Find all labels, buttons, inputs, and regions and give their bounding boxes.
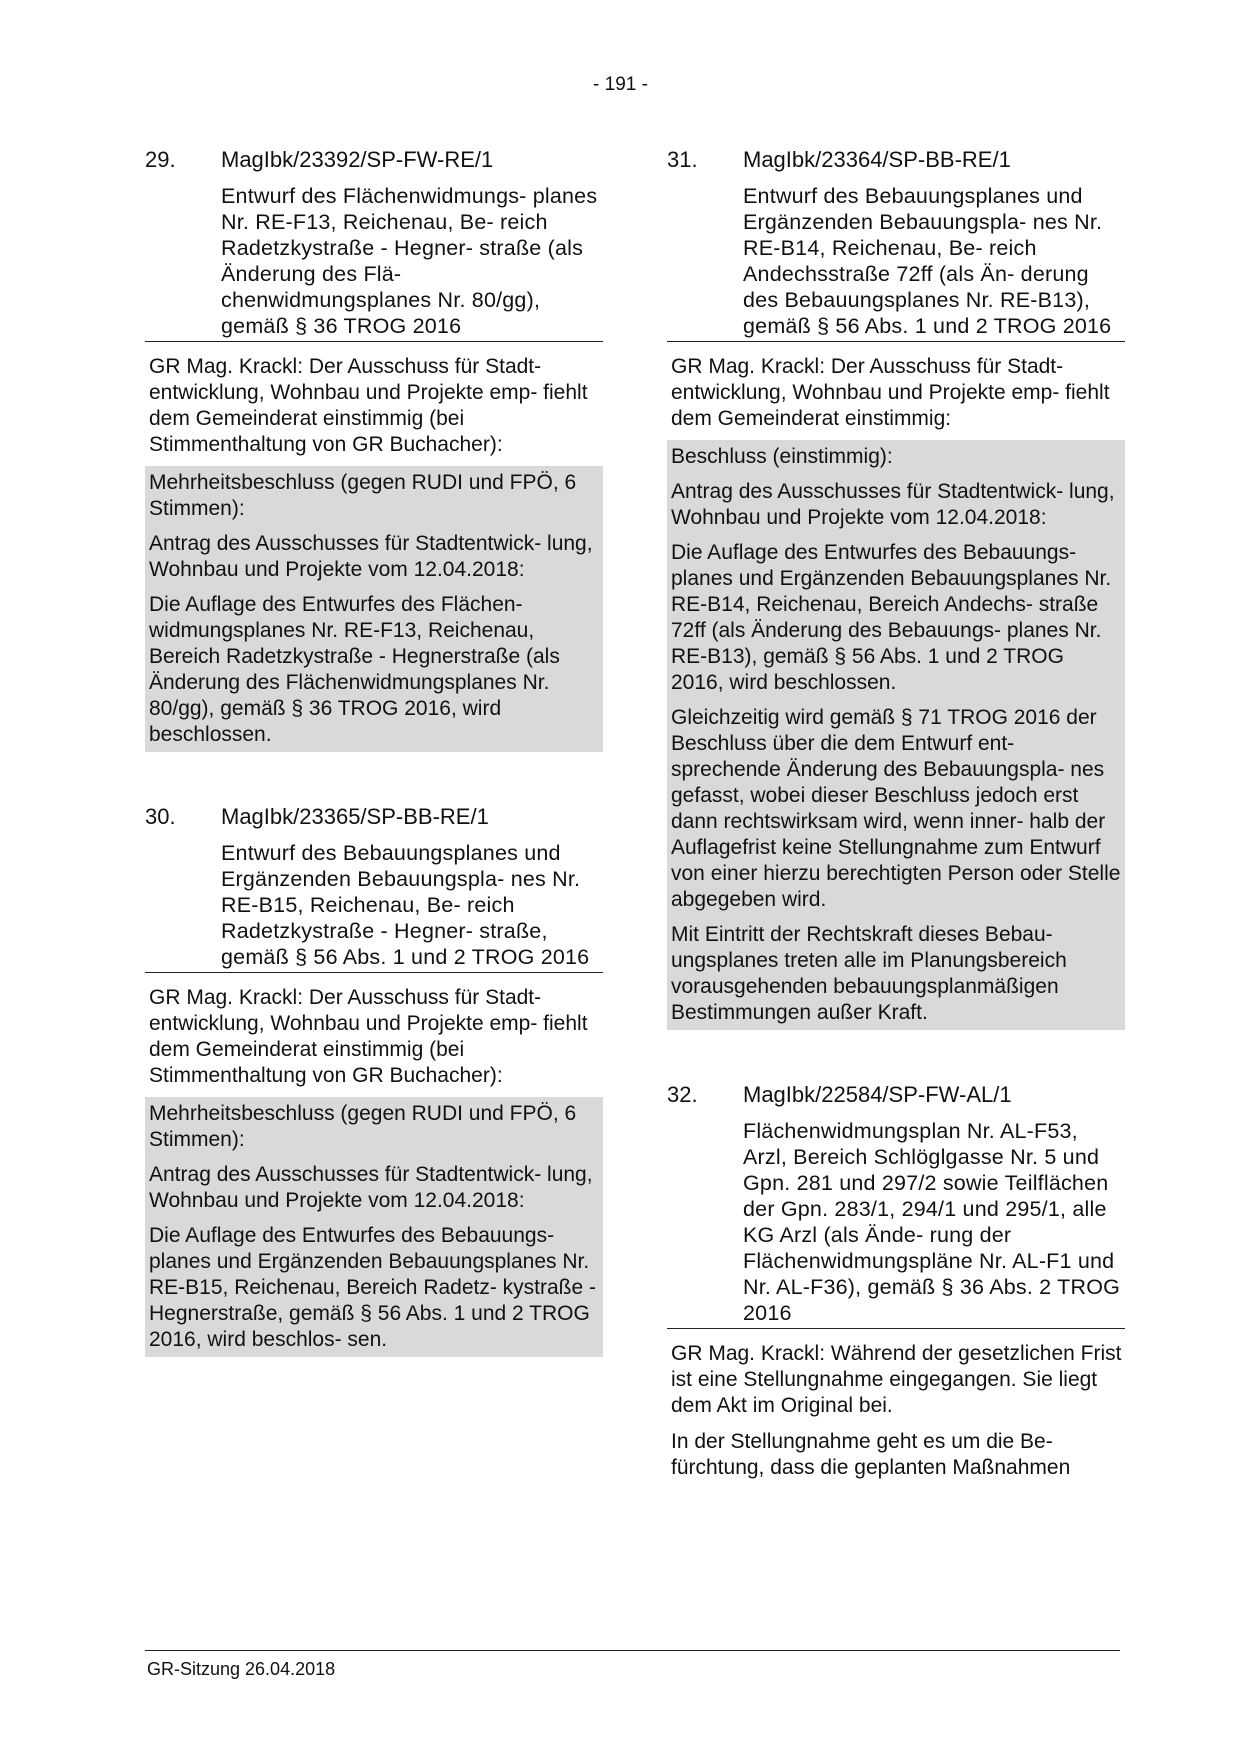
decision-head: Mehrheitsbeschluss (gegen RUDI und FPÖ, 6 Stimmen): <box>149 1102 577 1151</box>
item-number: 31. <box>667 147 698 172</box>
item-code: MagIbk/23364/SP-BB-RE/1 <box>743 147 1011 172</box>
report-block <box>667 1341 1125 1481</box>
item-number: 32. <box>667 1082 698 1107</box>
item-number: 29. <box>145 147 176 172</box>
left-column <box>145 147 603 1357</box>
agenda-item-30 <box>145 804 603 1357</box>
divider <box>667 341 1125 342</box>
decision-text: Die Auflage des Entwurfes des Bebauungs- planes und Ergänzenden Bebauungsplanes Nr. RE-B15, Reichenau, Bereich Radetz- kystraße - Hegnerstraße, gemäß § 56 Abs. 1 und 2 TROG 2016, wird beschlos- sen. <box>149 1224 597 1351</box>
divider <box>145 341 603 342</box>
decision-head: Mehrheitsbeschluss (gegen RUDI und FPÖ, 6 Stimmen): <box>149 471 577 520</box>
decision-text: Die Auflage des Entwurfes des Bebauungs- planes und Ergänzenden Bebauungsplanes Nr. RE-B14, Reichenau, Bereich Andechs- straße 72ff (als Änderung des Bebauungs- planes Nr. RE-B13), gemäß § 56 Abs. 1 und 2 TROG 2016, wird beschlossen. <box>671 541 1112 694</box>
decision-motion: Antrag des Ausschusses für Stadtentwick- lung, Wohnbau und Projekte vom 12.04.2018: <box>149 532 593 581</box>
footer-divider <box>145 1650 1120 1651</box>
decision-head: Beschluss (einstimmig): <box>671 445 893 468</box>
item-code: MagIbk/23392/SP-FW-RE/1 <box>221 147 494 172</box>
item-title: Flächenwidmungsplan Nr. AL-F53, Arzl, Bereich Schlöglgasse Nr. 5 und Gpn. 281 und 297/2 sowie Teilflächen der Gpn. 283/1, 294/1 und 295/1, alle KG Arzl (als Ände- rung der Flächenwidmungspläne Nr. AL-F1 und Nr. AL-F36), gemäß § 36 Abs. 2 TROG 2016 <box>743 1119 1121 1325</box>
decision-text-2: Gleichzeitig wird gemäß § 71 TROG 2016 der Beschluss über die dem Entwurf ent- sprechende Änderung des Bebauungspla- nes gefasst, wobei dieser Beschluss jedoch erst dann rechtswirksam wird, wenn inner- halb der Auflagefrist keine Stellungnahme zum Entwurf von einer hierzu berechtigten Person oder Stelle abgegeben wird. <box>671 706 1121 911</box>
item-heading <box>145 147 603 173</box>
committee-report-2: In der Stellungnahme geht es um die Be- fürchtung, dass die geplanten Maßnahmen <box>671 1430 1071 1479</box>
decision-motion: Antrag des Ausschusses für Stadtentwick- lung, Wohnbau und Projekte vom 12.04.2018: <box>149 1163 593 1212</box>
agenda-item-32 <box>667 1082 1125 1481</box>
item-title: Entwurf des Bebauungsplanes und Ergänzenden Bebauungspla- nes Nr. RE-B15, Reichenau, Be- reich Radetzkystraße - Hegner- straße, gemäß § 56 Abs. 1 und 2 TROG 2016 <box>221 841 590 969</box>
decision-text: Die Auflage des Entwurfes des Flächen- widmungsplanes Nr. RE-F13, Reichenau, Bereich Radetzkystraße - Hegnerstraße (als Änderung des Flächenwidmungsplanes Nr. 80/gg), gemäß § 36 TROG 2016, wird beschlossen. <box>149 593 560 746</box>
decision-motion: Antrag des Ausschusses für Stadtentwick- lung, Wohnbau und Projekte vom 12.04.2018: <box>671 480 1115 529</box>
divider <box>667 1328 1125 1329</box>
right-column <box>667 147 1125 1491</box>
item-heading <box>145 804 603 830</box>
item-title: Entwurf des Flächenwidmungs- planes Nr. RE-F13, Reichenau, Be- reich Radetzkystraße - Hegner- straße (als Änderung des Flä- chenwidmungsplanes Nr. 80/gg), gemäß § 36 TROG 2016 <box>221 184 598 338</box>
item-code: MagIbk/23365/SP-BB-RE/1 <box>221 804 489 829</box>
decision-box <box>145 1097 603 1357</box>
item-heading <box>667 1082 1125 1108</box>
decision-box <box>667 440 1125 1030</box>
decision-text-3: Mit Eintritt der Rechtskraft dieses Bebau- ungsplanes treten alle im Planungsbereich vorausgehenden bebauungsplanmäßigen Bestimmungen außer Kraft. <box>671 923 1067 1024</box>
divider <box>145 972 603 973</box>
item-heading <box>667 147 1125 173</box>
committee-report: GR Mag. Krackl: Der Ausschuss für Stadt- entwicklung, Wohnbau und Projekte emp- fiehlt dem Gemeinderat einstimmig (bei Stimmenthaltung von GR Buchacher): <box>149 986 588 1087</box>
page-number: - 191 - <box>593 74 648 95</box>
committee-report: GR Mag. Krackl: Während der gesetzlichen Frist ist eine Stellungnahme eingegangen. Sie liegt dem Akt im Original bei. <box>671 1342 1122 1417</box>
committee-report: GR Mag. Krackl: Der Ausschuss für Stadt- entwicklung, Wohnbau und Projekte emp- fiehlt dem Gemeinderat einstimmig: <box>671 355 1110 430</box>
item-title: Entwurf des Bebauungsplanes und Ergänzenden Bebauungspla- nes Nr. RE-B14, Reichenau, Be- reich Andechsstraße 72ff (als Än- derung des Bebauungsplanes Nr. RE-B13), gemäß § 56 Abs. 1 und 2 TROG 2016 <box>743 184 1112 338</box>
committee-report: GR Mag. Krackl: Der Ausschuss für Stadt- entwicklung, Wohnbau und Projekte emp- fiehlt dem Gemeinderat einstimmig (bei Stimmenthaltung von GR Buchacher): <box>149 355 588 456</box>
footer-text: GR-Sitzung 26.04.2018 <box>147 1659 336 1679</box>
item-code: MagIbk/22584/SP-FW-AL/1 <box>743 1082 1012 1107</box>
agenda-item-29 <box>145 147 603 752</box>
agenda-item-31 <box>667 147 1125 1030</box>
decision-box <box>145 466 603 752</box>
item-number: 30. <box>145 804 176 829</box>
